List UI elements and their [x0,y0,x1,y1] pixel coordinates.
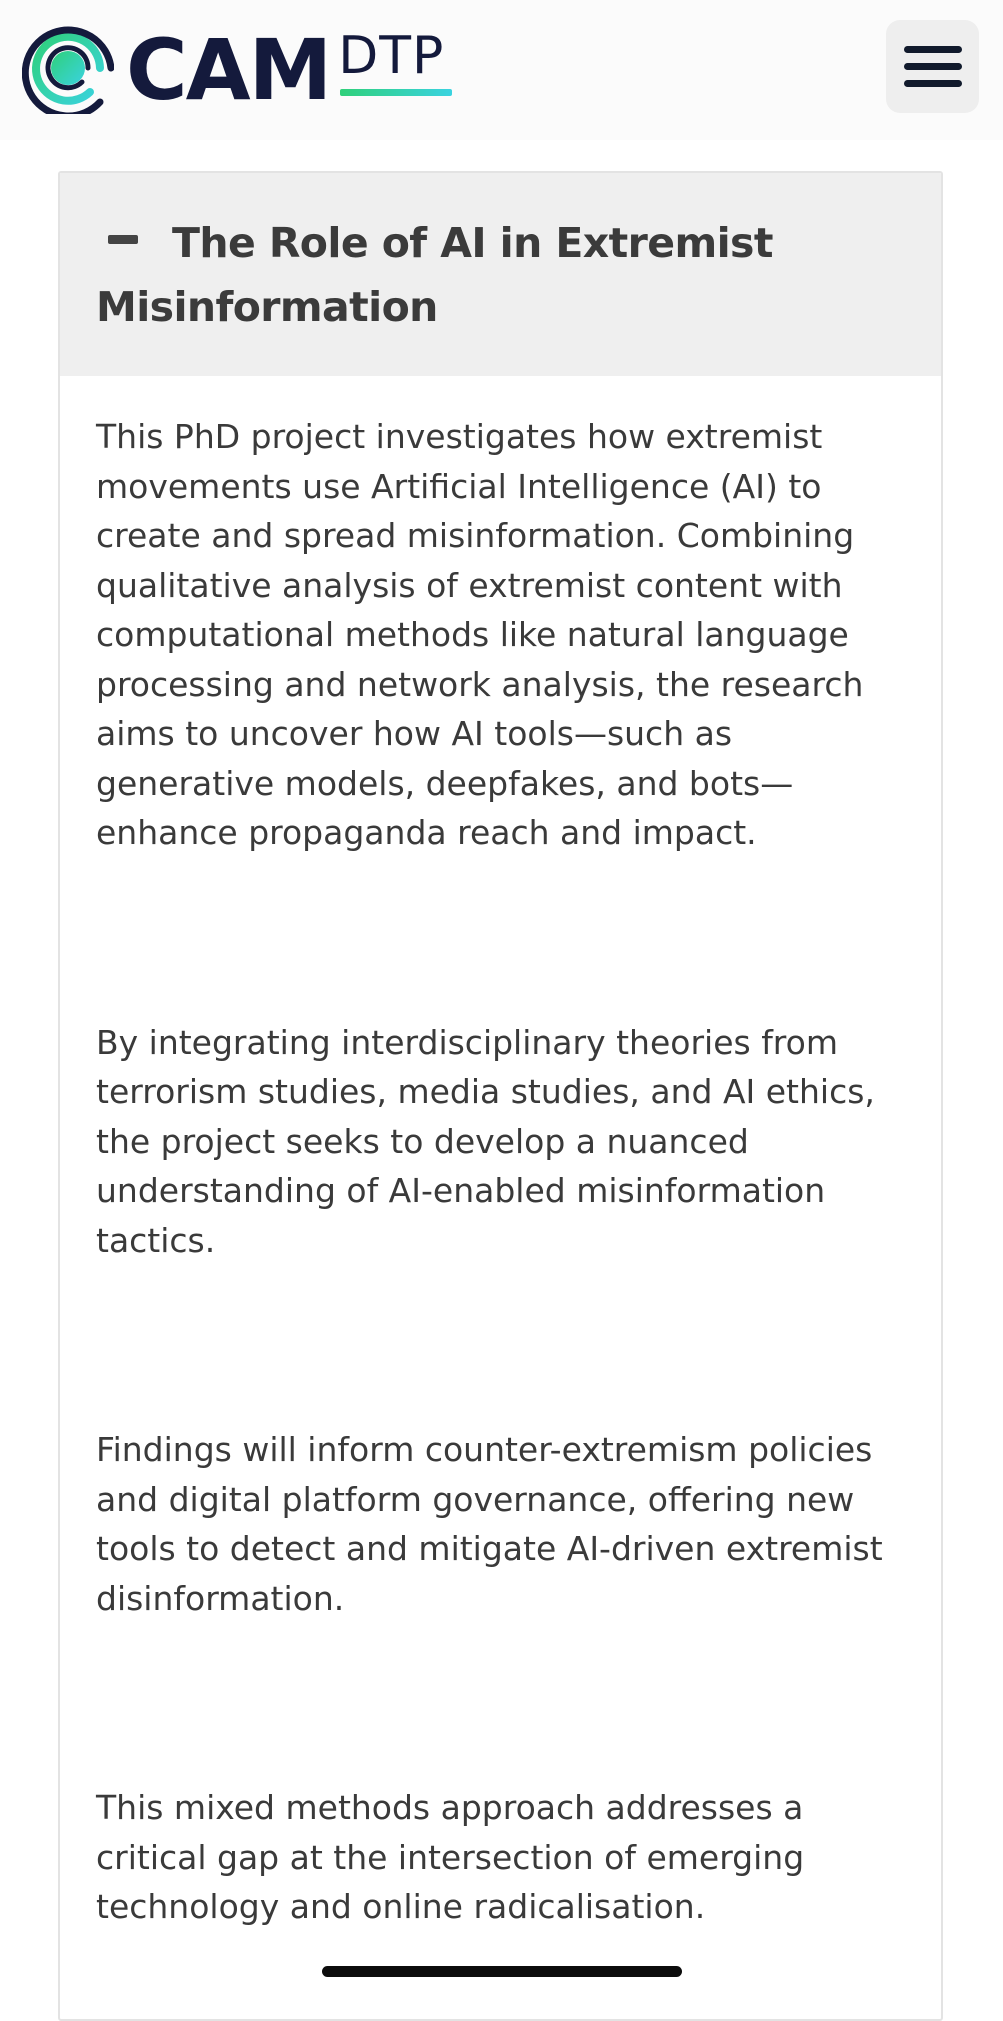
logo-underline [340,89,452,96]
body-paragraph: This PhD project investigates how extremist movements use Artificial Intelligence (AI) to create and spread misinformation. Combining qualitative analysis of extremist content with computational methods like natural language processing and network analysis, the research aims to uncover how AI tools—such as generative models, deepfakes, and bots—enhance propaganda reach and impact. [96,417,864,852]
project-accordion [58,171,943,2021]
accordion-body [60,376,941,1932]
camdtp-logo[interactable] [22,20,445,119]
body-paragraph: Findings will inform counter-extremism policies and digital platform governance, offering new tools to detect and mitigate AI-driven extremist disinformation. [96,1430,883,1618]
body-paragraph: This mixed methods approach addresses a critical gap at the intersection of emerging technology and online radicalisation. [96,1788,805,1926]
body-paragraph: By integrating interdisciplinary theories from terrorism studies, media studies, and AI ethics, the project seeks to develop a nuanced understanding of AI-enabled misinformation tactics. [96,1022,875,1260]
logo-dtp-group [338,25,445,86]
accordion-header[interactable] [60,173,941,376]
accordion-title: The Role of AI in Extremist Misinformation [96,219,773,331]
minus-icon[interactable] [108,235,138,244]
hamburger-menu-icon [904,80,962,87]
home-indicator-bar[interactable] [322,1966,682,1977]
logo-text-cam: CAM [126,20,331,119]
hamburger-menu-icon [904,63,962,70]
site-header [0,0,1003,140]
logo-mark-icon [22,22,114,114]
logo-text-dtp: DTP [338,25,445,86]
hamburger-menu-icon [904,46,962,53]
hamburger-menu-button[interactable] [886,20,979,113]
